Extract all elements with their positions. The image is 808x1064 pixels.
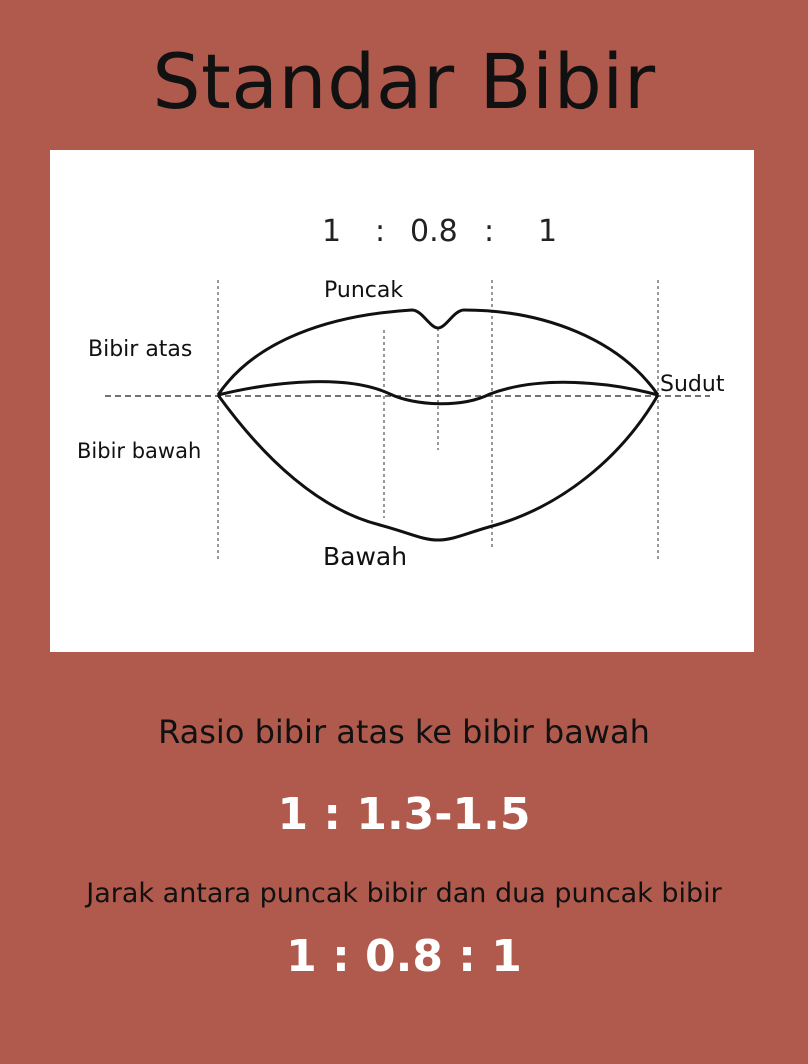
label-bottom: Bawah: [323, 542, 408, 571]
top-ratio-left: 1: [322, 214, 342, 249]
label-lower-lip: Bibir bawah: [77, 439, 202, 463]
ratio-peak-distance: 1 : 0.8 : 1: [286, 931, 522, 982]
caption-lip-ratio: Rasio bibir atas ke bibir bawah: [158, 713, 650, 751]
lip-diagram: [50, 150, 754, 652]
lip-drawing: [50, 150, 754, 652]
top-ratio-sep2: :: [484, 214, 495, 249]
top-ratio-sep1: :: [375, 214, 386, 249]
ratio-upper-lower: 1 : 1.3-1.5: [277, 789, 531, 840]
top-ratio-right: 1: [538, 214, 558, 249]
label-peak: Puncak: [324, 278, 404, 303]
label-upper-lip: Bibir atas: [88, 337, 193, 362]
page-title: Standar Bibir: [152, 37, 656, 126]
top-ratio-middle: 0.8: [410, 214, 458, 249]
caption-peak-distance: Jarak antara puncak bibir dan dua puncak bibir: [86, 878, 722, 909]
label-corner: Sudut: [660, 372, 725, 397]
lower-lip-outline: [218, 395, 658, 540]
